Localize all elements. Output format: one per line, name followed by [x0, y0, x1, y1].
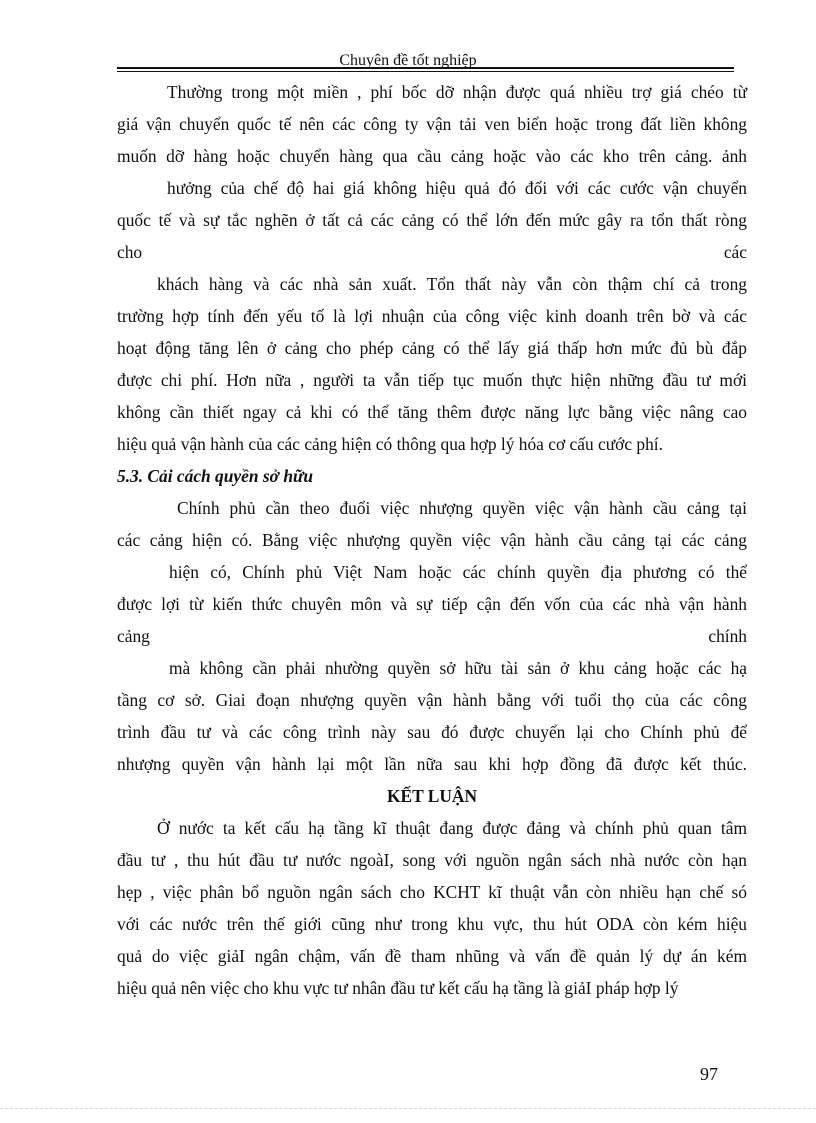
paragraph-line: các cảng hiện có. Bằng việc nhượng quyền việc vận hành cầu cảng tại các cảng — [117, 530, 747, 550]
paragraph-line: hoạt động tăng lên ở cảng cho phép cảng có thể lấy giá thấp hơn mức đủ bù đắp — [117, 338, 747, 358]
paragraph-line: không cần thiết ngay cả khi có thể tăng thêm được năng lực bằng việc nâng cao — [117, 402, 747, 422]
paragraph-line: trình đầu tư và các công trình này sau đó được chuyển lại cho Chính phủ để — [117, 722, 747, 742]
page-bottom-border — [0, 1108, 816, 1109]
paragraph-line: với các nước trên thế giới cũng như trong khu vực, thu hút ODA còn kém hiệu — [117, 914, 747, 934]
paragraph-line: hiện có, Chính phủ Việt Nam hoặc các chính quyền địa phương có thể — [169, 562, 747, 582]
paragraph-line: hưởng của chế độ hai giá không hiệu quả đó đối với các cước vận chuyển — [167, 178, 747, 198]
running-header: Chuyên đề tốt nghiệp — [339, 52, 477, 69]
paragraph-line: được chi phí. Hơn nữa , người ta vẫn tiếp tục muốn thực hiện những đầu tư mới — [117, 370, 747, 390]
paragraph-line: Ở nước ta kết cấu hạ tầng kĩ thuật đang được đảng và chính phủ quan tâm — [157, 818, 747, 838]
paragraph-line: đầu tư , thu hút đầu tư nước ngoàI, song với nguồn ngân sách nhà nước còn hạn — [117, 850, 747, 870]
paragraph-line: Chính phủ cần theo đuổi việc nhượng quyền việc vận hành cầu cảng tại — [177, 498, 747, 518]
paragraph-line: được lợi từ kiến thức chuyên môn và sự tiếp cận đến vốn của các nhà vận hành — [117, 594, 747, 614]
paragraph-line: hiệu quả nên việc cho khu vực tư nhân đầu tư kết cấu hạ tầng là giảI pháp hợp lý — [117, 978, 679, 998]
paragraph-line: Thường trong một miền , phí bốc dỡ nhận được quá nhiều trợ giá chéo từ — [167, 82, 747, 102]
paragraph-line: quả do việc giảI ngân chậm, vấn đề tham nhũng và vấn đề quản lý dự án kém — [117, 946, 747, 966]
paragraph-line: mà không cần phải nhường quyền sở hữu tài sản ở khu cảng hoặc các hạ — [169, 658, 747, 678]
paragraph-line: tầng cơ sở. Giai đoạn nhượng quyền vận hành bằng với tuổi thọ của các công — [117, 690, 747, 710]
paragraph-line: giá vận chuyển quốc tế nên các công ty vận tải ven biển hoặc trong đất liền không — [117, 114, 747, 134]
paragraph-line: hiệu quả vận hành của các cảng hiện có thông qua hợp lý hóa cơ cấu cước phí. — [117, 434, 663, 454]
paragraph-line: nhượng quyền vận hành lại một lần nữa sau khi hợp đồng đã được kết thúc. — [117, 754, 747, 774]
page-number: 97 — [700, 1064, 718, 1084]
paragraph-line: muốn dỡ hàng hoặc chuyển hàng qua cầu cảng hoặc vào các kho trên cảng. ảnh — [117, 146, 747, 166]
paragraph-line: cảng chính — [117, 626, 747, 646]
paragraph-line: hẹp , việc phân bổ nguồn ngân sách cho KCHT kĩ thuật vẫn còn nhiều hạn chế só — [117, 882, 747, 902]
paragraph-line: quốc tế và sự tắc nghẽn ở tất cả các cảng có thể lớn đến mức gây ra tổn thất ròng — [117, 210, 747, 230]
document-body — [117, 76, 747, 1004]
header-rule-thin — [117, 71, 734, 72]
conclusion-heading: KẾT LUẬN — [386, 786, 478, 806]
section-heading: 5.3. Cải cách quyền sở hữu — [117, 466, 314, 486]
paragraph-line: khách hàng và các nhà sản xuất. Tổn thất này vẫn còn thậm chí cả trong — [157, 274, 747, 294]
paragraph-line: cho các — [117, 242, 747, 262]
header-rule-thick — [117, 67, 734, 69]
paragraph-line: trường hợp tính đến yếu tố là lợi nhuận của công việc kinh doanh trên bờ và các — [117, 306, 747, 326]
